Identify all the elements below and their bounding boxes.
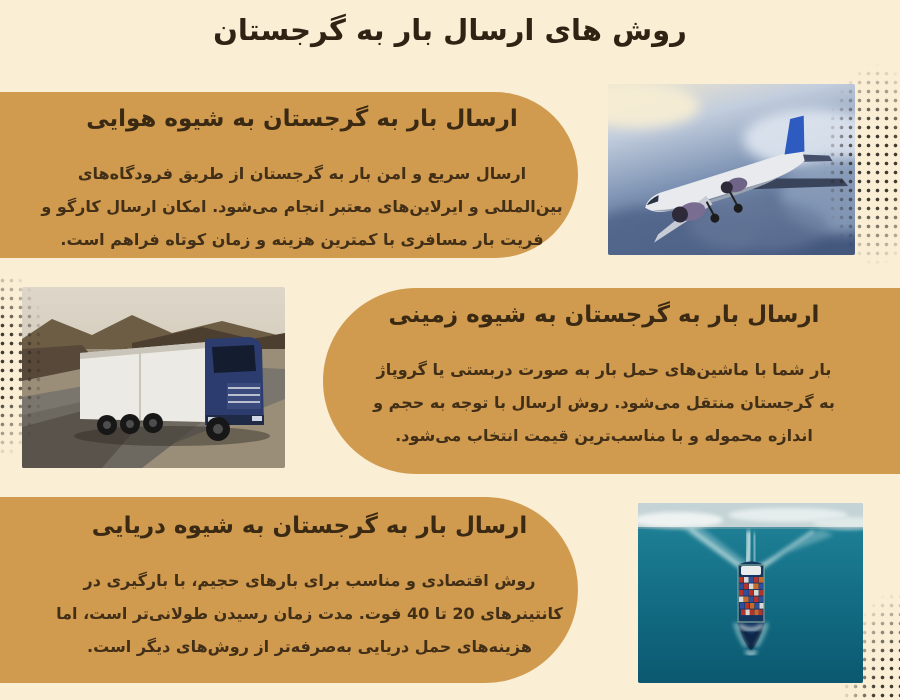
halftone-dots-top-right (792, 60, 900, 278)
land-shipping-description: بار شما با ماشین‌های حمل بار به صورت دربستی یا گروپاژ به گرجستان منتقل می‌شود. روش ارسال با توجه به حجم و اندازه محموله و با مناسب‌ترین قیمت انتخاب می‌شود. (373, 360, 835, 446)
air-shipping-heading: ارسال بار به گرجستان به شیوه هوایی (86, 106, 518, 132)
halftone-dots-left (0, 276, 56, 481)
page-title: روش های ارسال بار به گرجستان (213, 13, 687, 47)
sea-shipping-description: روش اقتصادی و مناسب برای بارهای حجیم، با بارگیری در کانتینرهای 20 تا 40 فوت. مدت زمان رسیدن طولانی‌تر است، اما هزینه‌های حمل دریایی به‌صرفه‌تر از روش‌های دیگر است. (56, 571, 563, 657)
air-shipping-description: ارسال سریع و امن بار به گرجستان از طریق فرودگاه‌های بین‌المللی و ایرلاین‌های معتبر انجام می‌شود. امکان ارسال کارگو و فریت بار مسافری با کمترین هزینه و زمان کوتاه فراهم است. (41, 164, 563, 250)
card-sea-shipping (0, 497, 578, 683)
card-air-content (0, 92, 578, 258)
card-land-shipping (323, 288, 900, 474)
cargo-ship-photo (638, 503, 863, 683)
land-shipping-heading: ارسال بار به گرجستان به شیوه زمینی (388, 302, 820, 328)
card-sea-content (0, 497, 578, 683)
card-air-shipping (0, 92, 578, 258)
truck-photo (22, 287, 285, 468)
sea-shipping-heading: ارسال بار به گرجستان به شیوه دریایی (91, 513, 528, 539)
card-land-content (323, 288, 900, 474)
